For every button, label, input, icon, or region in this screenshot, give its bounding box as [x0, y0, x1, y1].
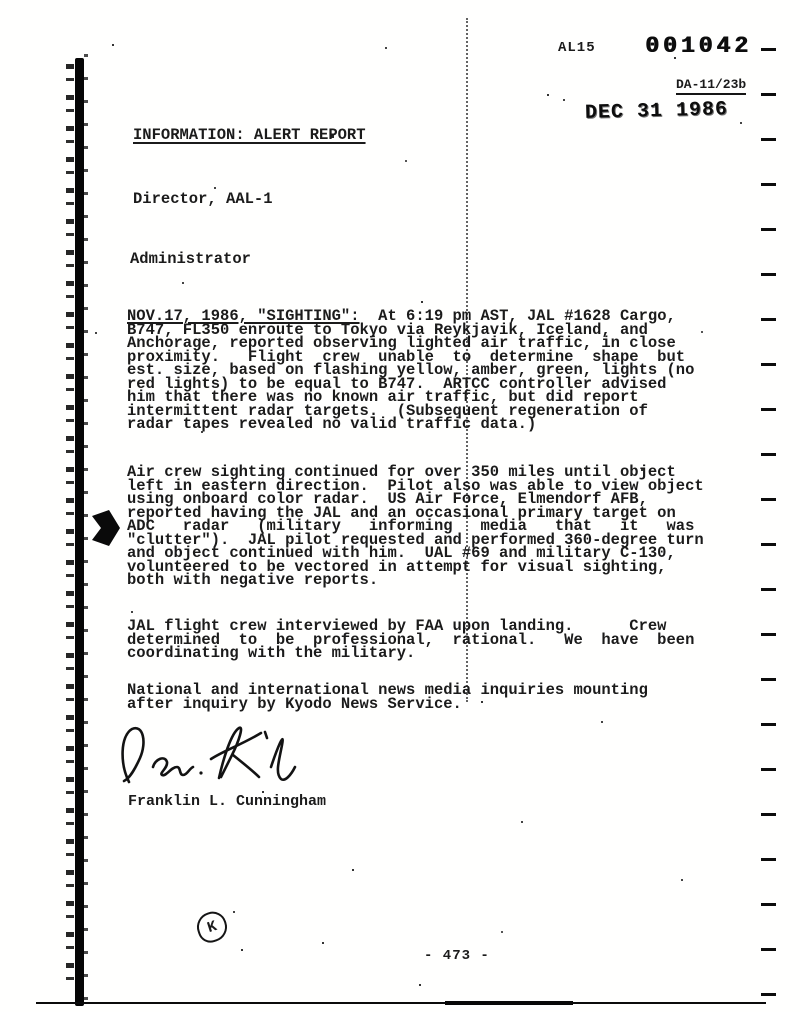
right-margin-dashes: [761, 48, 776, 998]
bottom-scan-line: [36, 1002, 766, 1004]
sighting-heading-rest: At 6:19 pm AST, JAL #1628 Cargo,: [359, 307, 676, 325]
text-line: proximity. Flight crew unable to determine shape but: [127, 347, 686, 366]
text-line: reported having the JAL and an occasional primary target on: [127, 503, 676, 522]
text-line: "clutter"). JAL pilot requested and performed 360-degree turn: [127, 530, 704, 549]
text-line: determined to be professional, rational. We have been: [127, 630, 695, 649]
text-line: volunteered to be vectored in attempt for visual sighting,: [127, 557, 667, 576]
handwritten-signature: [113, 720, 328, 795]
document-number-stamp: 001042: [645, 33, 752, 59]
paragraph-crew-interview: [127, 617, 745, 662]
text-line: B747, FL350 enroute to Tokyo via Reykjavik, Iceland, and: [127, 320, 648, 339]
paragraph-sighting-lines: [127, 320, 745, 433]
subject-line: INFORMATION: ALERT REPORT: [133, 126, 366, 144]
paragraph-radar-tracking: [127, 463, 745, 589]
date-received-stamp: DEC 31 1986: [584, 98, 729, 125]
margin-arrow-icon: [92, 510, 120, 546]
text-line: and object continued with him. UAL #69 and military C-130,: [127, 544, 676, 562]
text-line: after inquiry by Kyodo News Service.: [127, 694, 462, 713]
text-line: Air crew sighting continued for over 350 miles until object: [127, 463, 676, 481]
typed-signature-name: Franklin L. Cunningham: [128, 793, 327, 810]
text-line: him that there was no known air traffic, but did report: [127, 388, 639, 406]
addressee-line: Director, AAL-1: [133, 190, 273, 208]
left-binding-edge: [64, 54, 90, 1012]
page-code-stamp: AL15: [558, 40, 596, 56]
text-line: ADC radar (military informing media that it was: [127, 517, 695, 535]
circled-initial-mark: K: [193, 908, 231, 946]
text-line: red lights) to be equal to B747. ARTCC controller advised: [127, 374, 667, 393]
text-line: JAL flight crew interviewed by FAA upon landing. Crew: [127, 617, 667, 635]
sighting-heading: NOV.17, 1986, "SIGHTING":: [127, 307, 360, 325]
sender-line: Administrator: [130, 250, 251, 268]
text-line: coordinating with the military.: [127, 644, 416, 662]
text-line: using onboard color radar. US Air Force, Elmendorf AFB,: [127, 490, 648, 508]
paragraph-sighting: [127, 307, 745, 433]
text-line: left in eastern direction. Pilot also was able to view object: [127, 476, 704, 495]
file-reference: DA-11/23b: [676, 77, 746, 95]
text-line: est. size, based on flashing yellow, amber, green, lights (no: [127, 361, 695, 379]
text-line: intermittent radar targets. (Subsequent regeneration of: [127, 401, 648, 420]
text-line: radar tapes revealed no valid traffic data.): [127, 415, 537, 433]
text-line: both with negative reports.: [127, 571, 379, 589]
scan-noise-specks: [0, 0, 2, 2]
bottom-scan-line-thick: [445, 1001, 573, 1005]
page-number: - 473 -: [424, 948, 490, 964]
text-line: Anchorage, reported observing lighted air traffic, in close: [127, 334, 676, 352]
paragraph-media-inquiries: [127, 681, 745, 713]
binding-edge-core: [75, 58, 84, 1006]
text-line: National and international news media inquiries mounting: [127, 681, 648, 699]
